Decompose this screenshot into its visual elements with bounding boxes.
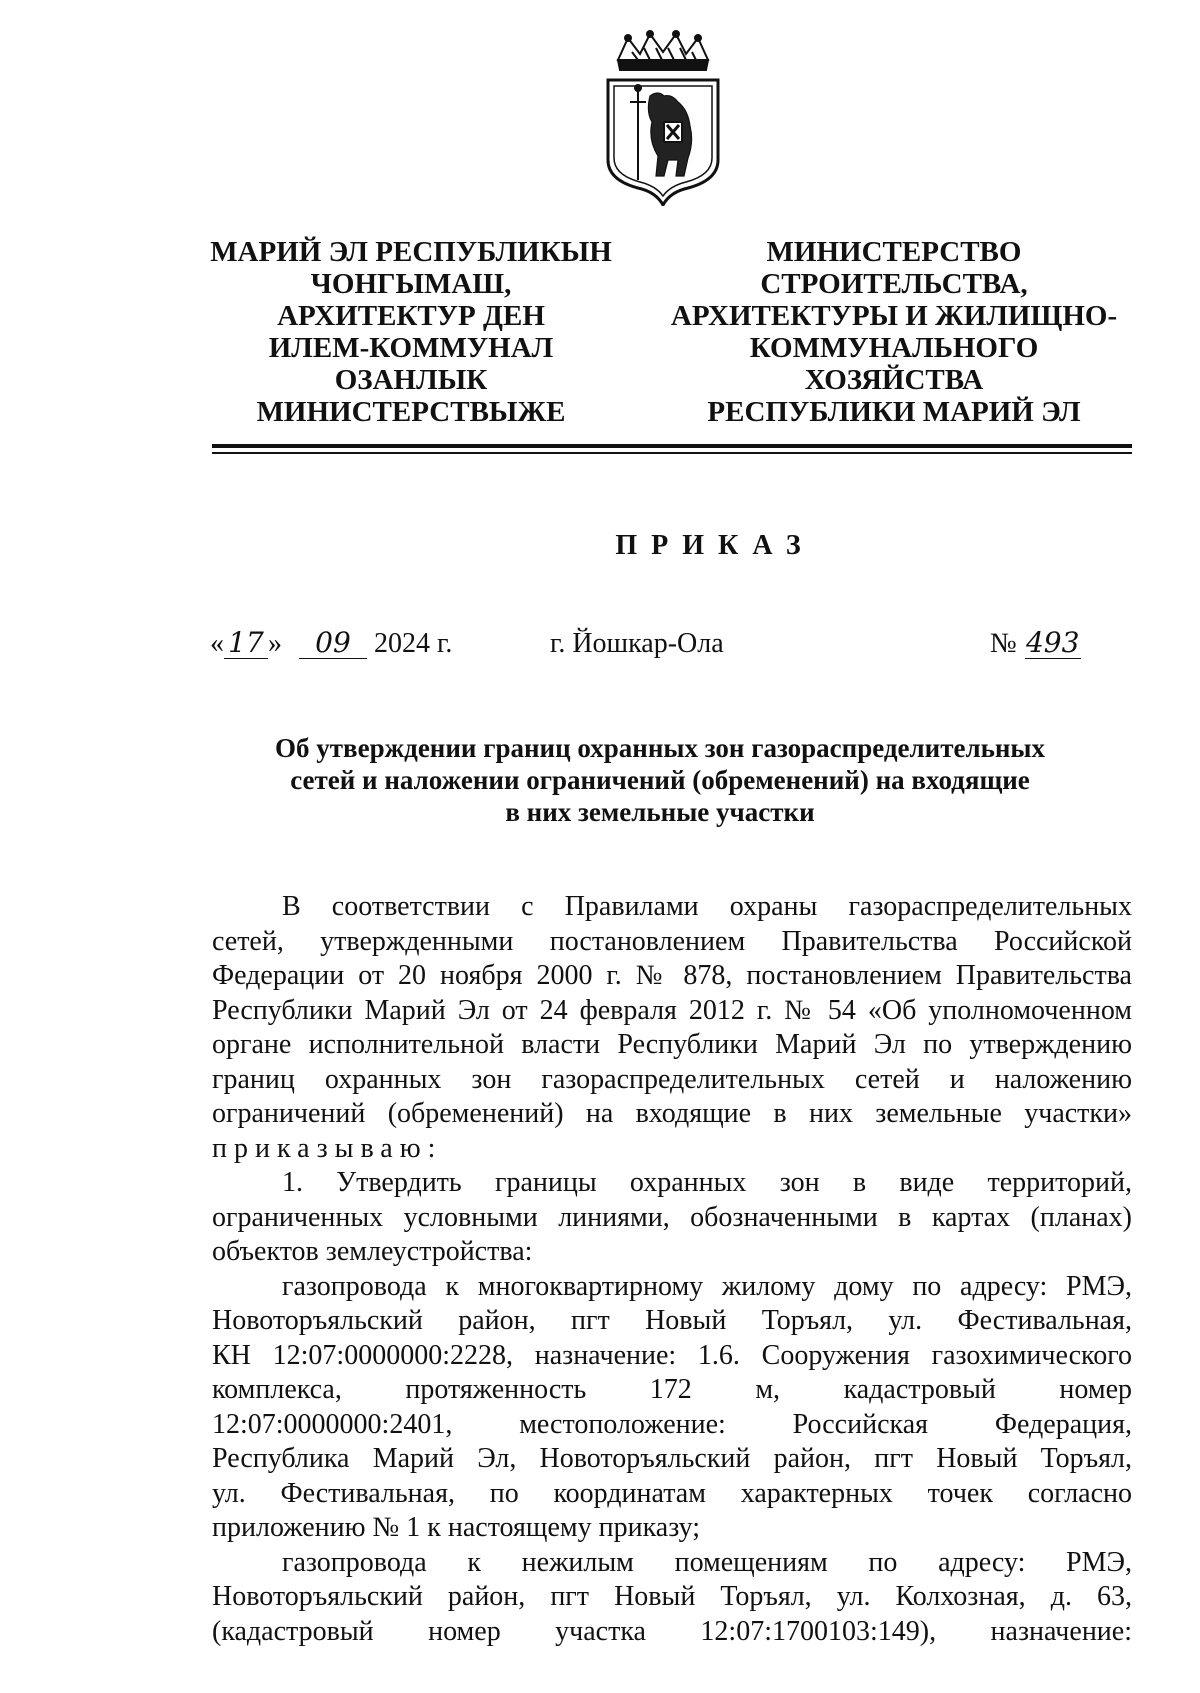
document-date <box>210 628 452 660</box>
header-right-line: КОММУНАЛЬНОГО <box>749 332 1039 364</box>
body-line: ограничений (обременений) на входящие в них земельные участки» <box>212 1098 1132 1129</box>
document-body <box>212 890 1132 1649</box>
body-line: органе исполнительной власти Республики Марий Эл по утверждению <box>212 1029 1132 1060</box>
body-line: газопровода к многоквартирному жилому дому по адресу: РМЭ, <box>282 1270 1132 1302</box>
body-line: Новоторъяльский район, пгт Новый Торъял, ул. Фестивальная, <box>212 1305 1132 1336</box>
header-divider-thick <box>212 444 1132 448</box>
header-left-line: ИЛЕМ-КОММУНАЛ <box>268 332 554 364</box>
header-left-line: ЧОНГЫМАШ, <box>310 268 512 300</box>
date-year: 2024 г. <box>374 628 453 659</box>
dateline <box>0 628 1200 668</box>
header-right-line: РЕСПУБЛИКИ МАРИЙ ЭЛ <box>707 396 1081 428</box>
date-month: 09 <box>299 628 367 659</box>
body-line: (кадастровый номер участка 12:07:1700103:149), назначение: <box>212 1615 1132 1647</box>
document-city: г. Йошкар-Ола <box>550 628 724 659</box>
body-line: В соответствии с Правилами охраны газораспределительных <box>282 891 1132 922</box>
number-value: 493 <box>1025 626 1080 659</box>
body-line: ул. Фестивальная, по координатам характерных точек согласно <box>212 1477 1132 1509</box>
header-right-line: МИНИСТЕРСТВО <box>766 236 1022 268</box>
body-line: 12:07:0000000:2401, местоположение: Российская Федерация, <box>212 1408 1132 1440</box>
body-line: объектов землеустройства: <box>212 1236 533 1267</box>
title-line: сетей и наложении ограничений (обременений) на входящие <box>290 765 1030 795</box>
coat-of-arms-emblem <box>598 30 728 206</box>
header-right-line: АРХИТЕКТУРЫ И ЖИЛИЩНО- <box>670 300 1118 332</box>
number-label: № <box>990 628 1017 659</box>
title-line: в них земельные участки <box>505 797 815 827</box>
header-right-line: ХОЗЯЙСТВА <box>804 364 984 396</box>
body-line: Новоторъяльский район, пгт Новый Торъял, ул. Колхозная, д. 63, <box>212 1581 1132 1612</box>
document-number <box>990 628 1081 660</box>
body-line: границ охранных зон газораспределительных сетей и наложению <box>212 1063 1132 1095</box>
body-line: Республика Марий Эл, Новоторъяльский район, пгт Новый Торъял, <box>212 1443 1132 1474</box>
header-left-line: МИНИСТЕРСТВЫЖЕ <box>256 396 566 428</box>
header-right-line: СТРОИТЕЛЬСТВА, <box>760 268 1028 300</box>
body-line: Федерации от 20 ноября 2000 г. № 878, постановлением Правительства <box>212 960 1132 991</box>
quote-open: « <box>210 628 224 659</box>
header-left-line: ОЗАНЛЫК <box>334 364 488 396</box>
body-line: газопровода к нежилым помещениям по адресу: РМЭ, <box>282 1546 1132 1578</box>
document-type: ПРИКАЗ <box>615 530 815 561</box>
body-line: приложению № 1 к настоящему приказу; <box>212 1512 701 1543</box>
body-line: 1. Утвердить границы охранных зон в виде территорий, <box>282 1167 1132 1198</box>
header-left-line: АРХИТЕКТУР ДЕН <box>277 300 545 332</box>
body-line: ограниченных условными линиями, обозначенными в картах (планах) <box>212 1201 1132 1233</box>
body-line: сетей, утвержденными постановлением Правительства Российской <box>212 925 1132 957</box>
title-line: Об утверждении границ охранных зон газораспределительных <box>274 733 1046 763</box>
body-line: комплекса, протяженность 172 м, кадастровый номер <box>212 1374 1132 1405</box>
body-line: КН 12:07:0000000:2228, назначение: 1.6. Сооружения газохимического <box>212 1339 1132 1371</box>
body-line: приказываю: <box>212 1132 443 1164</box>
header-left-mari <box>196 236 626 428</box>
header-left-line: МАРИЙ ЭЛ РЕСПУБЛИКЫН <box>210 236 612 268</box>
header-right-russian <box>668 236 1120 428</box>
body-line: Республики Марий Эл от 24 февраля 2012 г. № 54 «Об уполномоченном <box>212 994 1132 1026</box>
header-divider-thin <box>212 452 1132 454</box>
date-day: 17 <box>224 628 268 659</box>
quote-close: » <box>268 628 282 659</box>
document-title <box>210 732 1110 828</box>
crown-icon <box>618 31 708 70</box>
